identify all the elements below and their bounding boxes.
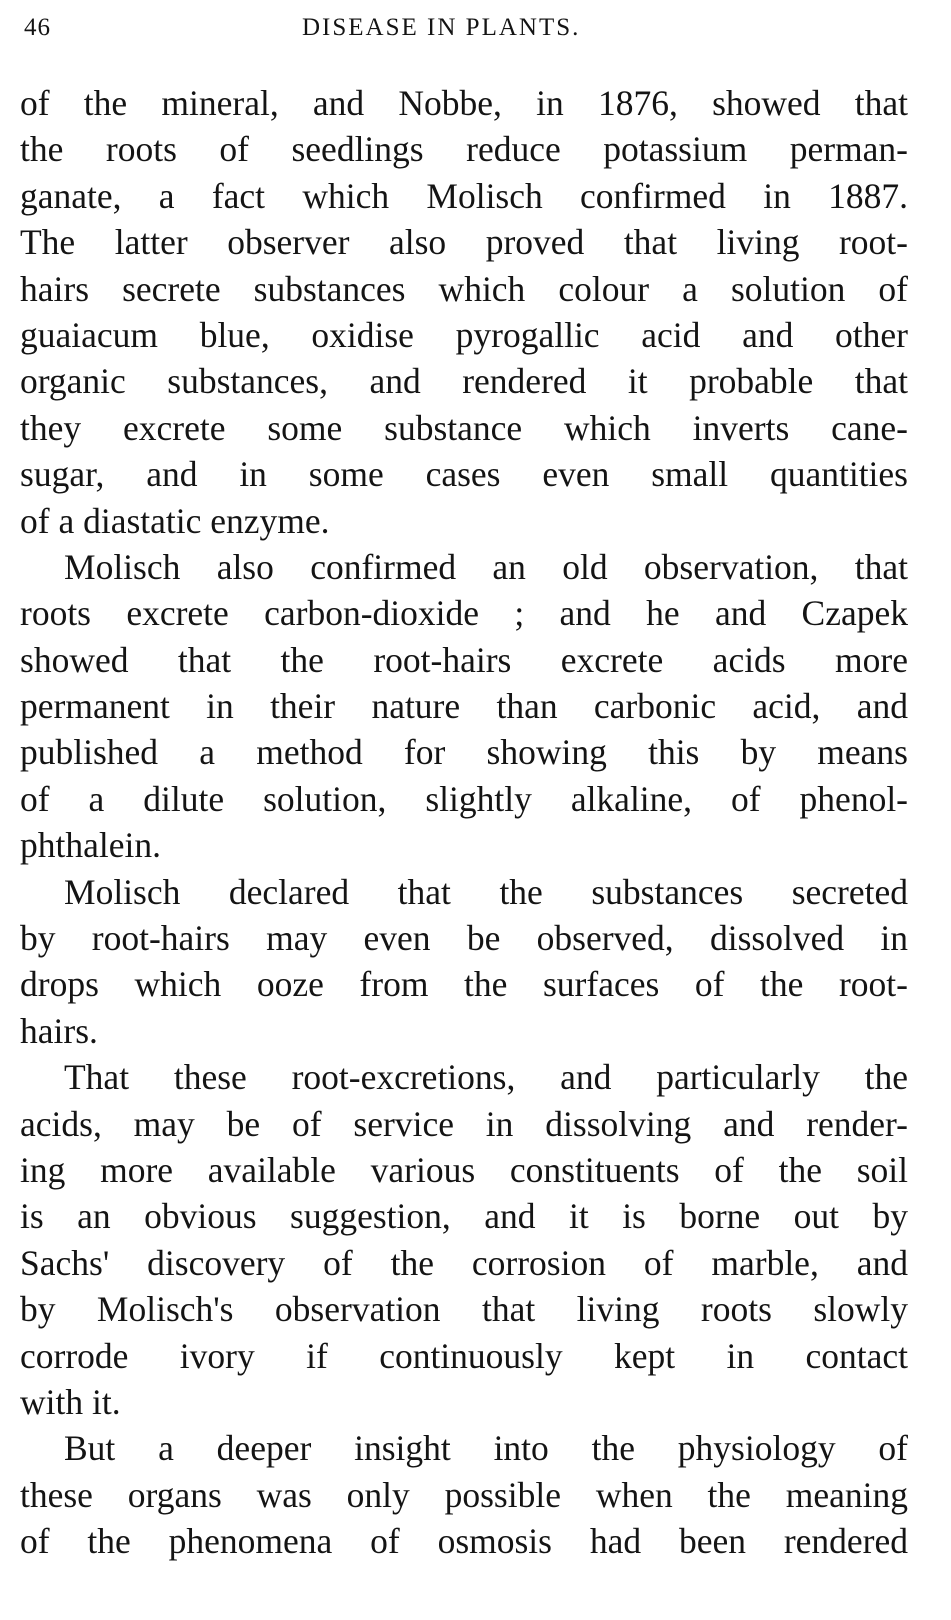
text-line: That these root-excretions, and particularly the xyxy=(64,1057,908,1098)
text-line: hairs secrete substances which colour a solution of xyxy=(20,268,908,309)
text-line: Molisch declared that the substances secreted xyxy=(64,871,908,912)
text-line: of a dilute solution, slightly alkaline, of phenol- xyxy=(20,778,908,819)
text-line: the roots of seedlings reduce potassium perman- xyxy=(20,129,908,170)
text-line: guaiacum blue, oxidise pyrogallic acid and other xyxy=(20,314,908,355)
text-line: phthalein. xyxy=(20,825,161,866)
text-line: with it. xyxy=(20,1381,121,1422)
text-line: drops which ooze from the surfaces of the root- xyxy=(20,964,908,1005)
text-line: corrode ivory if continuously kept in contact xyxy=(20,1335,908,1376)
text-line: Molisch also confirmed an old observation, that xyxy=(64,546,908,587)
text-line: ganate, a fact which Molisch confirmed in 1887. xyxy=(20,175,908,216)
paragraph xyxy=(20,544,908,869)
text-line: by Molisch's observation that living roots slowly xyxy=(20,1289,908,1330)
running-head xyxy=(24,14,904,50)
running-title: DISEASE IN PLANTS. xyxy=(302,14,581,41)
text-line: published a method for showing this by means xyxy=(20,732,908,773)
text-line: acids, may be of service in dissolving and render- xyxy=(20,1103,908,1144)
body-text xyxy=(20,80,908,1565)
text-line: of the phenomena of osmosis had been rendered xyxy=(20,1521,908,1562)
paragraph xyxy=(20,1425,908,1564)
paragraph xyxy=(20,1054,908,1425)
text-line: But a deeper insight into the physiology of xyxy=(64,1428,908,1469)
text-line: of a diastatic enzyme. xyxy=(20,500,330,541)
text-line: organic substances, and rendered it probable that xyxy=(20,361,908,402)
page-number: 46 xyxy=(24,14,51,41)
text-line: by root-hairs may even be observed, dissolved in xyxy=(20,918,908,959)
paragraph xyxy=(20,80,908,544)
text-line: they excrete some substance which inverts cane- xyxy=(20,407,908,448)
text-line: permanent in their nature than carbonic acid, and xyxy=(20,686,908,727)
text-line: hairs. xyxy=(20,1010,98,1051)
text-line: showed that the root-hairs excrete acids more xyxy=(20,639,908,680)
text-line: The latter observer also proved that living root- xyxy=(20,222,908,263)
text-line: roots excrete carbon-dioxide ; and he and Czapek xyxy=(20,593,908,634)
text-line: of the mineral, and Nobbe, in 1876, showed that xyxy=(20,83,908,123)
paragraph xyxy=(20,869,908,1055)
text-line: is an obvious suggestion, and it is borne out by xyxy=(20,1196,908,1237)
text-line: sugar, and in some cases even small quantities xyxy=(20,454,908,495)
text-line: these organs was only possible when the meaning xyxy=(20,1474,908,1515)
text-line: Sachs' discovery of the corrosion of marble, and xyxy=(20,1242,908,1283)
text-line: ing more available various constituents of the soil xyxy=(20,1149,908,1190)
